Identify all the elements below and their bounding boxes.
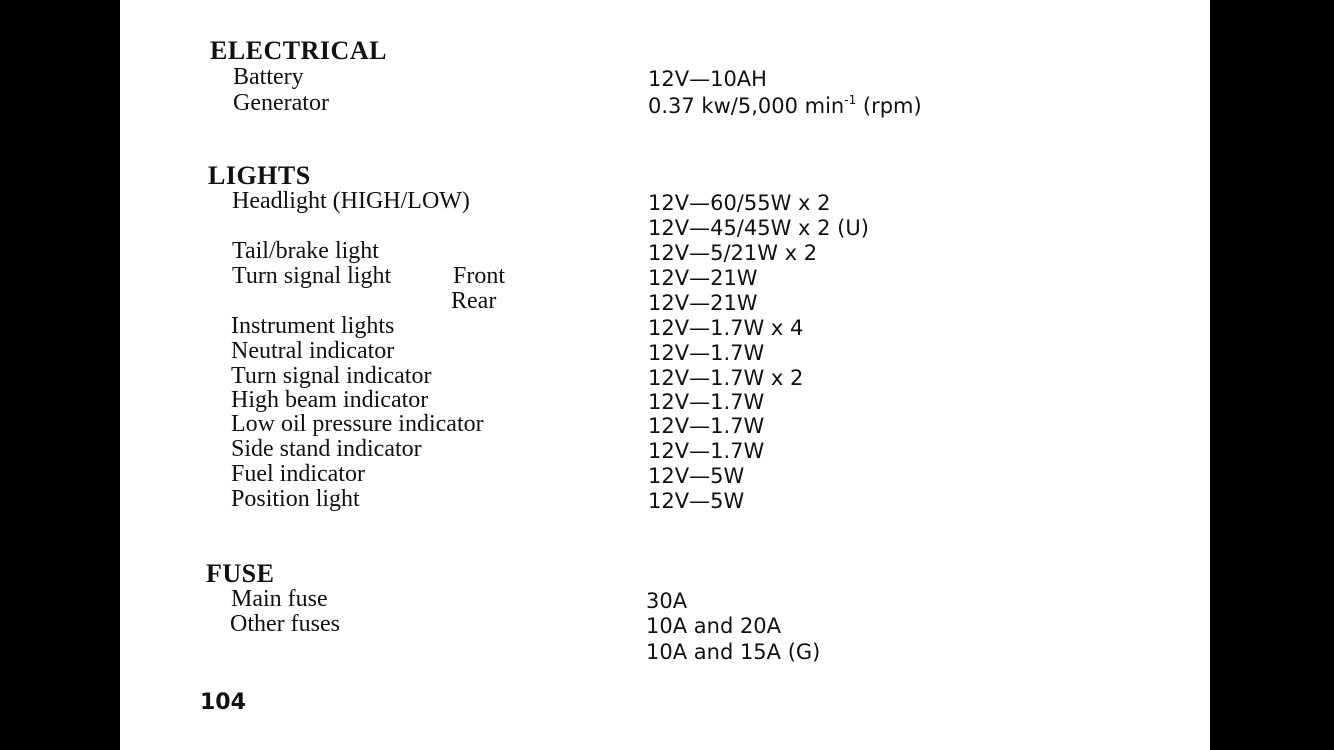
side-stand-indicator-value: 12V—1.7W [648, 439, 765, 463]
low-oil-pressure-indicator-label: Low oil pressure indicator [231, 411, 484, 437]
headlight-value: 12V—60/55W x 2 [648, 191, 831, 215]
low-oil-pressure-indicator-value: 12V—1.7W [648, 414, 765, 438]
page-number: 104 [200, 690, 246, 715]
position-light-label: Position light [231, 486, 360, 512]
turn-signal-light-label: Turn signal light [232, 263, 392, 289]
battery-label: Battery [233, 64, 304, 90]
section-heading-lights: LIGHTS [208, 161, 311, 190]
high-beam-indicator-label: High beam indicator [231, 387, 429, 413]
neutral-indicator-label: Neutral indicator [231, 338, 395, 364]
generator-value-main: 0.37 kw/5,000 min [648, 94, 845, 118]
position-light-value: 12V—5W [648, 489, 745, 513]
section-heading-electrical: ELECTRICAL [210, 36, 387, 65]
other-fuses-value-g: 10A and 15A (G) [646, 640, 821, 664]
turn-signal-indicator-value: 12V—1.7W x 2 [648, 366, 804, 390]
instrument-lights-value: 12V—1.7W x 4 [648, 316, 804, 340]
headlight-value-u: 12V—45/45W x 2 (U) [648, 216, 869, 240]
manual-page [120, 0, 1210, 750]
generator-value-exponent: -1 [844, 93, 857, 107]
generator-value-unit: (rpm) [856, 94, 922, 118]
turn-signal-front-value: 12V—21W [648, 266, 758, 290]
section-heading-fuse: FUSE [206, 559, 275, 588]
turn-signal-front-label: Front [453, 263, 506, 289]
instrument-lights-label: Instrument lights [231, 313, 395, 339]
tail-brake-value: 12V—5/21W x 2 [648, 241, 818, 265]
other-fuses-value: 10A and 20A [646, 614, 782, 638]
side-stand-indicator-label: Side stand indicator [231, 436, 422, 462]
fuel-indicator-label: Fuel indicator [231, 461, 365, 487]
other-fuses-label: Other fuses [230, 611, 340, 637]
headlight-label: Headlight (HIGH/LOW) [232, 188, 470, 214]
generator-value [648, 93, 922, 118]
neutral-indicator-value: 12V—1.7W [648, 341, 765, 365]
high-beam-indicator-value: 12V—1.7W [648, 390, 765, 414]
tail-brake-label: Tail/brake light [232, 238, 379, 264]
main-fuse-value: 30A [646, 589, 688, 613]
turn-signal-rear-label: Rear [451, 288, 497, 314]
fuel-indicator-value: 12V—5W [648, 464, 745, 488]
turn-signal-rear-value: 12V—21W [648, 291, 758, 315]
generator-label: Generator [233, 90, 329, 116]
battery-value: 12V—10AH [648, 67, 767, 91]
turn-signal-indicator-label: Turn signal indicator [231, 363, 432, 389]
main-fuse-label: Main fuse [231, 586, 328, 612]
